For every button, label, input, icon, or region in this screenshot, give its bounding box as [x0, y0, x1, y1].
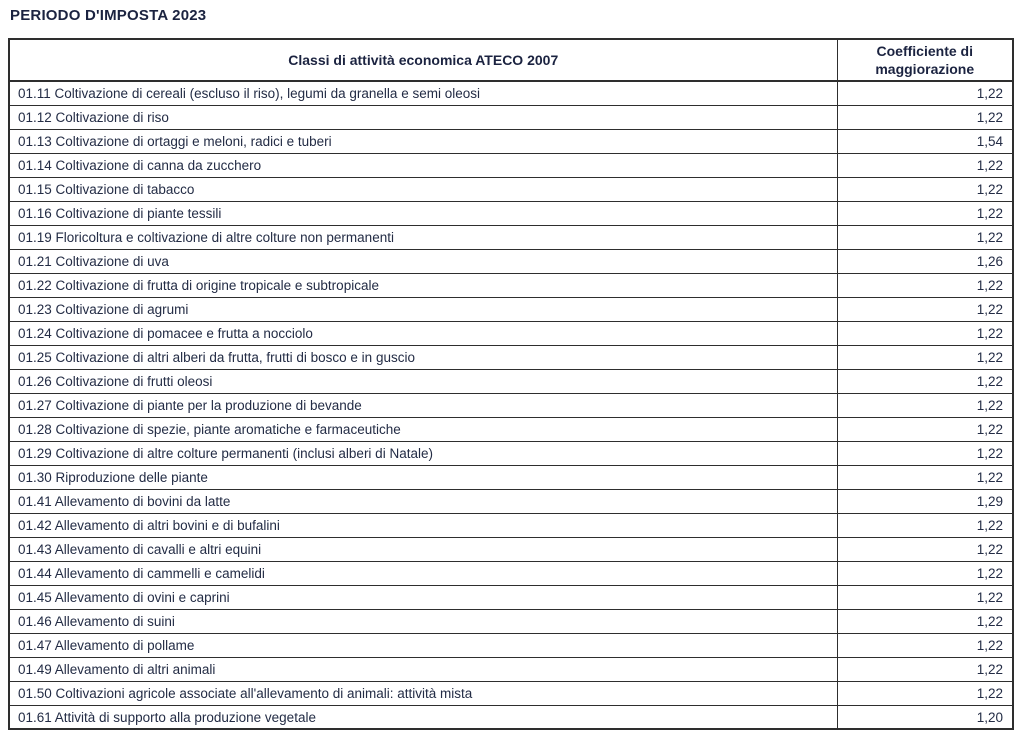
activity-cell: 01.22 Coltivazione di frutta di origine tropicale e subtropicale	[9, 273, 837, 297]
table-row	[9, 177, 1013, 201]
activity-cell: 01.43 Allevamento di cavalli e altri equini	[9, 537, 837, 561]
activity-cell: 01.46 Allevamento di suini	[9, 609, 837, 633]
activity-cell: 01.47 Allevamento di pollame	[9, 633, 837, 657]
activity-cell: 01.44 Allevamento di cammelli e camelidi	[9, 561, 837, 585]
coefficient-cell: 1,22	[837, 513, 1013, 537]
activity-cell: 01.11 Coltivazione di cereali (escluso il riso), legumi da granella e semi oleosi	[9, 81, 837, 105]
table-row	[9, 417, 1013, 441]
coefficient-cell: 1,22	[837, 393, 1013, 417]
table-row	[9, 345, 1013, 369]
coefficient-cell: 1,22	[837, 201, 1013, 225]
coefficient-cell: 1,22	[837, 561, 1013, 585]
activity-cell: 01.12 Coltivazione di riso	[9, 105, 837, 129]
table-row	[9, 489, 1013, 513]
table-row	[9, 609, 1013, 633]
table-row	[9, 393, 1013, 417]
coefficient-cell: 1,22	[837, 297, 1013, 321]
activity-cell: 01.29 Coltivazione di altre colture permanenti (inclusi alberi di Natale)	[9, 441, 837, 465]
table-row	[9, 657, 1013, 681]
coefficient-cell: 1,22	[837, 153, 1013, 177]
activity-cell: 01.45 Allevamento di ovini e caprini	[9, 585, 837, 609]
table-row	[9, 537, 1013, 561]
coefficient-cell: 1,22	[837, 465, 1013, 489]
activity-cell: 01.41 Allevamento di bovini da latte	[9, 489, 837, 513]
table-row	[9, 81, 1013, 105]
coefficient-cell: 1,22	[837, 273, 1013, 297]
table-row	[9, 369, 1013, 393]
column-header-coefficient: Coefficiente di maggiorazione	[837, 39, 1013, 81]
activity-cell: 01.16 Coltivazione di piante tessili	[9, 201, 837, 225]
table-row	[9, 561, 1013, 585]
coefficient-cell: 1,22	[837, 585, 1013, 609]
coefficient-cell: 1,22	[837, 537, 1013, 561]
coefficient-cell: 1,22	[837, 657, 1013, 681]
table-row	[9, 681, 1013, 705]
activity-cell: 01.28 Coltivazione di spezie, piante aromatiche e farmaceutiche	[9, 417, 837, 441]
table-row	[9, 465, 1013, 489]
activity-cell: 01.25 Coltivazione di altri alberi da frutta, frutti di bosco e in guscio	[9, 345, 837, 369]
coefficient-cell: 1,22	[837, 345, 1013, 369]
activity-cell: 01.21 Coltivazione di uva	[9, 249, 837, 273]
coefficient-cell: 1,22	[837, 369, 1013, 393]
coefficient-cell: 1,22	[837, 81, 1013, 105]
table-row	[9, 585, 1013, 609]
table-row	[9, 105, 1013, 129]
coefficient-cell: 1,22	[837, 417, 1013, 441]
activity-cell: 01.30 Riproduzione delle piante	[9, 465, 837, 489]
table-row	[9, 633, 1013, 657]
coefficient-cell: 1,22	[837, 225, 1013, 249]
activity-cell: 01.15 Coltivazione di tabacco	[9, 177, 837, 201]
table-row	[9, 273, 1013, 297]
table-row	[9, 225, 1013, 249]
table-row	[9, 201, 1013, 225]
activity-cell: 01.27 Coltivazione di piante per la produzione di bevande	[9, 393, 837, 417]
table-row	[9, 297, 1013, 321]
coefficient-cell: 1,22	[837, 321, 1013, 345]
column-header-activity: Classi di attività economica ATECO 2007	[9, 39, 837, 81]
coefficient-cell: 1,20	[837, 705, 1013, 729]
activity-cell: 01.23 Coltivazione di agrumi	[9, 297, 837, 321]
activity-cell: 01.14 Coltivazione di canna da zucchero	[9, 153, 837, 177]
activity-cell: 01.26 Coltivazione di frutti oleosi	[9, 369, 837, 393]
table-row	[9, 513, 1013, 537]
activity-cell: 01.61 Attività di supporto alla produzione vegetale	[9, 705, 837, 729]
activity-cell: 01.42 Allevamento di altri bovini e di bufalini	[9, 513, 837, 537]
activity-cell: 01.13 Coltivazione di ortaggi e meloni, radici e tuberi	[9, 129, 837, 153]
coefficient-cell: 1,22	[837, 609, 1013, 633]
table-row	[9, 129, 1013, 153]
table-row	[9, 441, 1013, 465]
coefficient-cell: 1,54	[837, 129, 1013, 153]
page-title: PERIODO D'IMPOSTA 2023	[10, 7, 207, 24]
table-row	[9, 249, 1013, 273]
table-row	[9, 153, 1013, 177]
activity-cell: 01.19 Floricoltura e coltivazione di altre colture non permanenti	[9, 225, 837, 249]
table-header-row	[9, 39, 1013, 81]
activity-cell: 01.24 Coltivazione di pomacee e frutta a nocciolo	[9, 321, 837, 345]
coefficient-cell: 1,22	[837, 681, 1013, 705]
ateco-coefficients-table	[8, 38, 1014, 730]
activity-cell: 01.49 Allevamento di altri animali	[9, 657, 837, 681]
coefficient-cell: 1,22	[837, 441, 1013, 465]
coefficient-cell: 1,22	[837, 633, 1013, 657]
table-body	[9, 81, 1013, 729]
coefficient-cell: 1,26	[837, 249, 1013, 273]
coefficient-cell: 1,22	[837, 177, 1013, 201]
activity-cell: 01.50 Coltivazioni agricole associate all'allevamento di animali: attività mista	[9, 681, 837, 705]
coefficient-cell: 1,22	[837, 105, 1013, 129]
table-row	[9, 705, 1013, 729]
table-row	[9, 321, 1013, 345]
coefficient-cell: 1,29	[837, 489, 1013, 513]
